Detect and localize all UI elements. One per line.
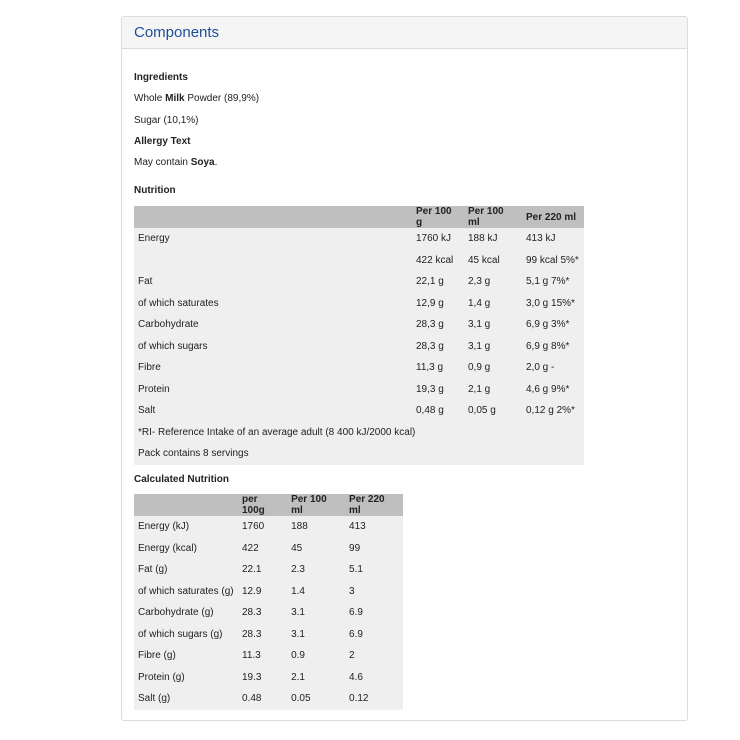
table-cell: 2: [349, 650, 355, 662]
table-cell: 28.3: [242, 628, 262, 640]
table-cell: 2.1: [291, 671, 305, 683]
table-header-cell: [134, 494, 238, 516]
ingredient-text: Powder (89,9%): [184, 93, 260, 104]
table-cell: 4.6: [349, 671, 363, 683]
table-cell: 45: [291, 542, 303, 554]
table-row: [134, 538, 403, 560]
table-row: [134, 314, 584, 336]
table-cell: Fat (g): [138, 564, 168, 576]
table-cell: 188 kJ: [468, 233, 498, 245]
table-cell: 413: [349, 521, 366, 533]
table-cell: 3: [349, 585, 355, 597]
table-cell: Fibre: [138, 362, 161, 374]
table-cell: 3,1 g: [468, 340, 491, 352]
table-cell: 0,9 g: [468, 362, 491, 374]
calculated-nutrition-table: [134, 494, 403, 710]
table-cell: 3,0 g 15%*: [526, 297, 575, 309]
table-row: [134, 228, 584, 250]
table-row: [134, 400, 584, 422]
table-cell: 1760 kJ: [416, 233, 452, 245]
allergy-allergen: Soya: [190, 157, 215, 168]
table-cell: Protein: [138, 383, 170, 395]
table-row: [134, 645, 403, 667]
table-cell: 11.3: [242, 650, 261, 662]
table-row: [134, 667, 403, 689]
table-cell: 2,1 g: [468, 383, 491, 395]
table-cell: 0,48 g: [416, 405, 444, 417]
nutrition-table: [134, 206, 584, 465]
table-header-cell: [134, 206, 412, 228]
table-cell: Carbohydrate (g): [138, 607, 214, 619]
table-cell: 12.9: [242, 585, 262, 597]
table-cell: 422 kcal: [416, 254, 454, 266]
allergy-text: [134, 157, 217, 168]
table-header-cell: per 100g: [238, 494, 287, 516]
ingredient-allergen: Milk: [165, 93, 185, 104]
table-row: [134, 559, 403, 581]
table-cell: 0,05 g: [468, 405, 496, 417]
table-cell: 12,9 g: [416, 297, 444, 309]
table-header-row: [134, 206, 584, 228]
calculated-nutrition-label: Calculated Nutrition: [134, 474, 230, 485]
table-cell: [134, 250, 412, 272]
table-row: [134, 624, 403, 646]
table-cell: 6.9: [349, 607, 363, 619]
table-row: [134, 357, 584, 379]
table-cell: 28.3: [242, 607, 262, 619]
ingredient-item-milk: [134, 93, 259, 104]
table-header-cell: Per 100 g: [412, 206, 464, 228]
table-cell: 99 kcal 5%*: [526, 254, 579, 266]
table-cell: 422: [242, 542, 259, 554]
table-row: [134, 271, 584, 293]
table-cell: 4,6 g 9%*: [526, 383, 570, 395]
table-header-cell: Per 100 ml: [464, 206, 522, 228]
table-row: [134, 379, 584, 401]
servings-footnote: Pack contains 8 servings: [138, 448, 249, 460]
table-cell: Salt: [138, 405, 156, 417]
ingredient-text: Whole: [134, 93, 166, 104]
panel-title: Components: [134, 24, 220, 41]
table-cell: 0.05: [291, 693, 311, 705]
table-cell: 3.1: [291, 607, 305, 619]
table-cell: 0.48: [242, 693, 262, 705]
table-cell: Fat: [138, 276, 153, 288]
table-header-cell: Per 220 ml: [345, 494, 403, 516]
table-cell: 413 kJ: [526, 233, 556, 245]
table-cell: 11,3 g: [416, 362, 444, 374]
table-cell: Energy (kJ): [138, 521, 190, 533]
allergy-prefix: May contain: [134, 157, 191, 168]
table-cell: Salt (g): [138, 693, 171, 705]
table-cell: 3,1 g: [468, 319, 491, 331]
table-cell: 28,3 g: [416, 340, 444, 352]
table-cell: 22.1: [242, 564, 262, 576]
table-footnote-row: [134, 422, 584, 444]
table-cell: of which saturates (g): [138, 585, 234, 597]
nutrition-label: Nutrition: [134, 185, 176, 196]
table-cell: 22,1 g: [416, 276, 444, 288]
table-row: [134, 293, 584, 315]
table-cell: of which sugars: [138, 340, 208, 352]
panel-heading: [122, 17, 687, 49]
table-cell: 99: [349, 542, 361, 554]
table-header-row: [134, 494, 403, 516]
table-cell: 6,9 g 3%*: [526, 319, 570, 331]
table-row: [134, 336, 584, 358]
ingredient-item-sugar: Sugar (10,1%): [134, 115, 199, 126]
table-cell: 0.12: [349, 693, 369, 705]
table-cell: 45 kcal: [468, 254, 500, 266]
table-cell: 1.4: [291, 585, 305, 597]
table-row: [134, 602, 403, 624]
allergy-label: Allergy Text: [134, 136, 191, 147]
table-cell: 0.9: [291, 650, 305, 662]
table-cell: 3.1: [291, 628, 305, 640]
table-cell: 5,1 g 7%*: [526, 276, 570, 288]
table-row: [134, 516, 403, 538]
table-cell: of which sugars (g): [138, 628, 223, 640]
allergy-suffix: .: [214, 157, 218, 168]
table-cell: Energy: [138, 233, 170, 245]
table-cell: 19.3: [242, 671, 262, 683]
table-row: [134, 250, 584, 272]
table-row: [134, 581, 403, 603]
table-cell: 5.1: [349, 564, 363, 576]
table-cell: 1760: [242, 521, 265, 533]
reference-intake-footnote: *RI- Reference Intake of an average adult (8 400 kJ/2000 kcal): [138, 426, 416, 438]
components-panel: [121, 16, 688, 721]
table-cell: Fibre (g): [138, 650, 176, 662]
table-cell: of which saturates: [138, 297, 219, 309]
table-cell: 6.9: [349, 628, 363, 640]
table-cell: 2,0 g -: [526, 362, 555, 374]
table-cell: 19,3 g: [416, 383, 444, 395]
table-cell: 2.3: [291, 564, 305, 576]
table-cell: Carbohydrate: [138, 319, 199, 331]
table-cell: 1,4 g: [468, 297, 491, 309]
table-cell: 6,9 g 8%*: [526, 340, 570, 352]
table-header-cell: Per 100 ml: [287, 494, 345, 516]
table-cell: Energy (kcal): [138, 542, 197, 554]
ingredients-label: Ingredients: [134, 72, 188, 83]
table-footnote-row: [134, 443, 584, 465]
table-cell: 28,3 g: [416, 319, 444, 331]
table-cell: 0,12 g 2%*: [526, 405, 575, 417]
table-cell: 2,3 g: [468, 276, 491, 288]
table-cell: 188: [291, 521, 308, 533]
table-header-cell: Per 220 ml: [522, 206, 584, 228]
table-row: [134, 688, 403, 710]
table-cell: Protein (g): [138, 671, 185, 683]
